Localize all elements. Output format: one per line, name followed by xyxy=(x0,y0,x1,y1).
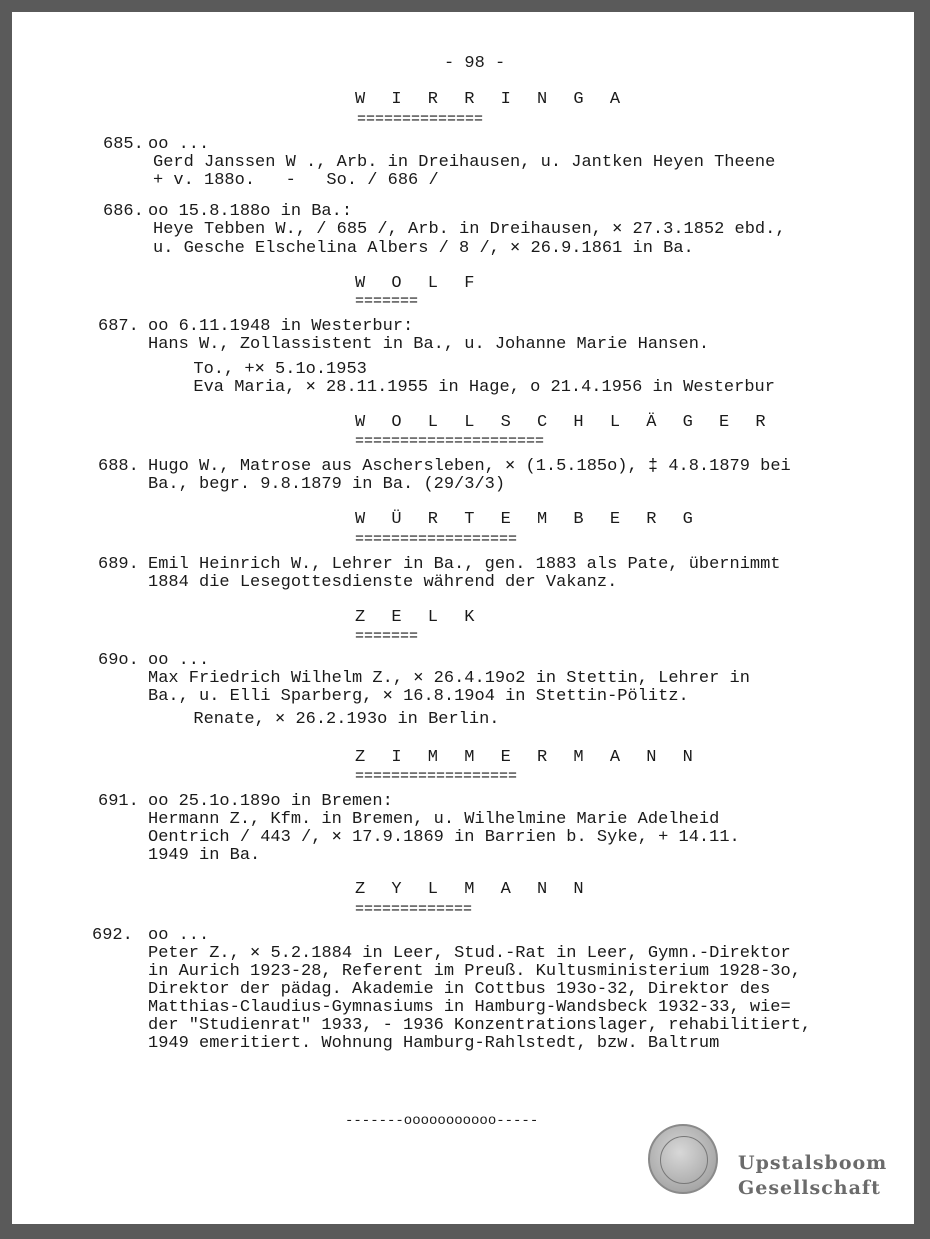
section-underline: ================== xyxy=(355,768,518,785)
entry-line: Hans W., Zollassistent in Ba., u. Johanne Marie Hansen. xyxy=(148,335,710,354)
section-underline: ======= xyxy=(355,628,419,645)
entry-line: + v. 188o. - So. / 686 / xyxy=(153,171,439,190)
entry-number: 69o. xyxy=(98,651,139,670)
section-title-wirringa: W I R R I N G A xyxy=(355,90,629,109)
entry-line: oo 15.8.188o in Ba.: xyxy=(148,202,353,221)
entry-line: Oentrich / 443 /, ⨯ 17.9.1869 in Barrien b. Syke, + 14.11. xyxy=(148,828,740,847)
entry-line: oo ... xyxy=(148,135,210,154)
entry-line: der "Studienrat" 1933, - 1936 Konzentrationslager, rehabilitiert, xyxy=(148,1016,812,1035)
entry-number: 687. xyxy=(98,317,139,336)
entry-line: To., +⨯ 5.1o.1953 xyxy=(173,360,367,379)
upstalsboom-seal-icon xyxy=(648,1124,718,1194)
footer-divider: -------ooooooooooo----- xyxy=(345,1113,539,1129)
entry-number: 686. xyxy=(103,202,144,221)
entry-line: Direktor der pädag. Akademie in Cottbus 193o-32, Direktor des xyxy=(148,980,771,999)
entry-line: u. Gesche Elschelina Albers / 8 /, ⨯ 26.9.1861 in Ba. xyxy=(153,239,694,258)
section-underline: ============== xyxy=(357,111,484,128)
watermark-line-1: Upstalsboom xyxy=(738,1152,888,1174)
entry-line: 1949 emeritiert. Wohnung Hamburg-Rahlstedt, bzw. Baltrum xyxy=(148,1034,720,1053)
entry-line: Max Friedrich Wilhelm Z., ⨯ 26.4.19o2 in Stettin, Lehrer in xyxy=(148,669,750,688)
page-number: - 98 - xyxy=(444,54,506,73)
section-title-wuertemberg: W Ü R T E M B E R G xyxy=(355,510,701,529)
section-title-zimmermann: Z I M M E R M A N N xyxy=(355,748,701,767)
entry-line: Peter Z., ⨯ 5.2.1884 in Leer, Stud.-Rat in Leer, Gymn.-Direktor xyxy=(148,944,791,963)
entry-line: Eva Maria, ⨯ 28.11.1955 in Hage, o 21.4.1956 in Westerbur xyxy=(173,378,775,397)
entry-line: oo ... xyxy=(148,926,210,945)
entry-line: Renate, ⨯ 26.2.193o in Berlin. xyxy=(173,710,500,729)
section-underline: ======= xyxy=(355,293,419,310)
entry-number: 691. xyxy=(98,792,139,811)
entry-line: Gerd Janssen W ., Arb. in Dreihausen, u. Jantken Heyen Theene xyxy=(153,153,776,172)
entry-line: Hermann Z., Kfm. in Bremen, u. Wilhelmine Marie Adelheid xyxy=(148,810,720,829)
entry-line: Hugo W., Matrose aus Aschersleben, ⨯ (1.5.185o), ‡ 4.8.1879 bei xyxy=(148,457,791,476)
entry-line: 1884 die Lesegottesdienste während der Vakanz. xyxy=(148,573,618,592)
watermark-line-2: Gesellschaft xyxy=(738,1177,881,1199)
section-underline: ================== xyxy=(355,531,518,548)
section-underline: ===================== xyxy=(355,433,545,450)
section-title-zylmann: Z Y L M A N N xyxy=(355,880,592,899)
entry-line: in Aurich 1923-28, Referent im Preuß. Kultusministerium 1928-3o, xyxy=(148,962,801,981)
section-title-wollschlaeger: W O L L S C H L Ä G E R xyxy=(355,413,774,432)
section-underline: ============= xyxy=(355,901,473,918)
entry-line: Ba., begr. 9.8.1879 in Ba. (29/3/3) xyxy=(148,475,506,494)
entry-line: Ba., u. Elli Sparberg, ⨯ 16.8.19o4 in Stettin-Pölitz. xyxy=(148,687,689,706)
entry-number: 685. xyxy=(103,135,144,154)
entry-number: 692. xyxy=(92,926,133,945)
entry-number: 689. xyxy=(98,555,139,574)
entry-line: oo 25.1o.189o in Bremen: xyxy=(148,792,393,811)
entry-number: 688. xyxy=(98,457,139,476)
entry-line: Emil Heinrich W., Lehrer in Ba., gen. 1883 als Pate, übernimmt xyxy=(148,555,781,574)
entry-line: oo ... xyxy=(148,651,210,670)
section-title-wolf: W O L F xyxy=(355,274,483,293)
entry-line: Matthias-Claudius-Gymnasiums in Hamburg-Wandsbeck 1932-33, wie= xyxy=(148,998,791,1017)
entry-line: Heye Tebben W., / 685 /, Arb. in Dreihausen, ⨯ 27.3.1852 ebd., xyxy=(153,220,786,239)
entry-line: 1949 in Ba. xyxy=(148,846,261,865)
section-title-zelk: Z E L K xyxy=(355,608,483,627)
entry-line: oo 6.11.1948 in Westerbur: xyxy=(148,317,414,336)
